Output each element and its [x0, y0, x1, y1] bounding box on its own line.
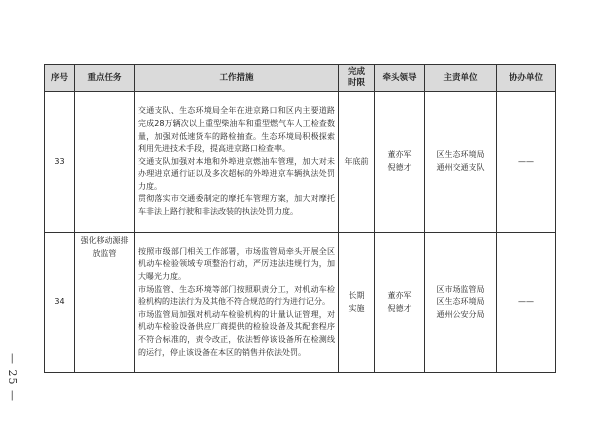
header-deadline	[339, 65, 375, 92]
measure-paragraph: 按照市级部门相关工作部署，市场监管局牵头开展全区机动车检验领域专项整治行动，严厉违法违规行为，加大曝光力度。	[138, 246, 335, 282]
main-unit-name: 区生态环境局	[436, 297, 485, 307]
cell-deadline: 年底前	[339, 92, 375, 233]
cell-main-unit	[425, 233, 497, 373]
main-unit-name: 通州公安分局	[436, 309, 485, 319]
deadline-line: 实施	[348, 303, 365, 313]
lead-name: 董亦军	[387, 290, 412, 300]
table-header-row	[45, 65, 556, 92]
main-unit-name: 区生态环境局	[436, 150, 485, 160]
lead-name: 倪德才	[387, 303, 412, 313]
task-table	[44, 64, 556, 373]
header-main-unit: 主责单位	[425, 65, 497, 92]
cell-assist-unit: ——	[497, 92, 556, 233]
measure-paragraph: 贯彻落实市交通委制定的摩托车管理方案，加大对摩托车非法上路行驶和非法改装的执法处罚力度。	[138, 194, 335, 217]
main-unit-name: 通州交通支队	[436, 163, 485, 172]
measure-paragraph: 市场监管局加强对机动车检验机构的计量认证管理，对机动车检验设备供应厂商提供的检验设备及其配套程序不符合标准的，责令改正，依法暂停该设备所在检测线的运行，停止该设备在本区的销售并依法处罚。	[138, 309, 335, 357]
measure-paragraph: 交通支队、生态环境局全年在进京路口和区内主要道路完成28万辆次以上重型柴油车和重型燃气车人工检查数量，加强对低速货车的路检抽查。生态环境局积极探索利用先进技术手段，提高进京路口检查率。	[138, 106, 335, 154]
measure-paragraph: 交通支队加强对本地和外埠进京燃油车管理，加大对未办理进京通行证以及多次超标的外埠进京车辆执法处罚力度。	[138, 156, 335, 191]
header-assist-unit: 协办单位	[497, 65, 556, 92]
cell-measures	[135, 92, 339, 233]
measure-paragraph: 市场监管、生态环境等部门按照职责分工，对机动车检验机构的违法行为及其他不符合规范的行为进行记分。	[138, 284, 335, 307]
cell-deadline	[339, 233, 375, 373]
cell-lead	[375, 233, 425, 373]
cell-measures	[135, 233, 339, 373]
cell-main-unit	[425, 92, 497, 233]
cell-key-task	[75, 92, 135, 233]
deadline-line: 长期	[348, 290, 365, 300]
table-row	[45, 92, 556, 233]
page-number: — 25 —	[6, 353, 19, 402]
main-unit-name: 区市场监管局	[436, 284, 485, 294]
cell-lead	[375, 92, 425, 233]
header-key-task: 重点任务	[75, 65, 135, 92]
cell-index: 33	[45, 92, 75, 233]
cell-index: 34	[45, 233, 75, 373]
header-lead: 牵头领导	[375, 65, 425, 92]
header-measures: 工作措施	[135, 65, 339, 92]
header-index: 序号	[45, 65, 75, 92]
table-row	[45, 233, 556, 373]
cell-assist-unit: ——	[497, 233, 556, 373]
header-deadline-line2: 时限	[347, 78, 365, 88]
lead-name: 倪德才	[387, 163, 412, 172]
lead-name: 董亦军	[387, 150, 412, 160]
header-deadline-line1: 完成	[347, 67, 365, 77]
cell-key-task: 强化移动源排放监管	[75, 233, 135, 373]
